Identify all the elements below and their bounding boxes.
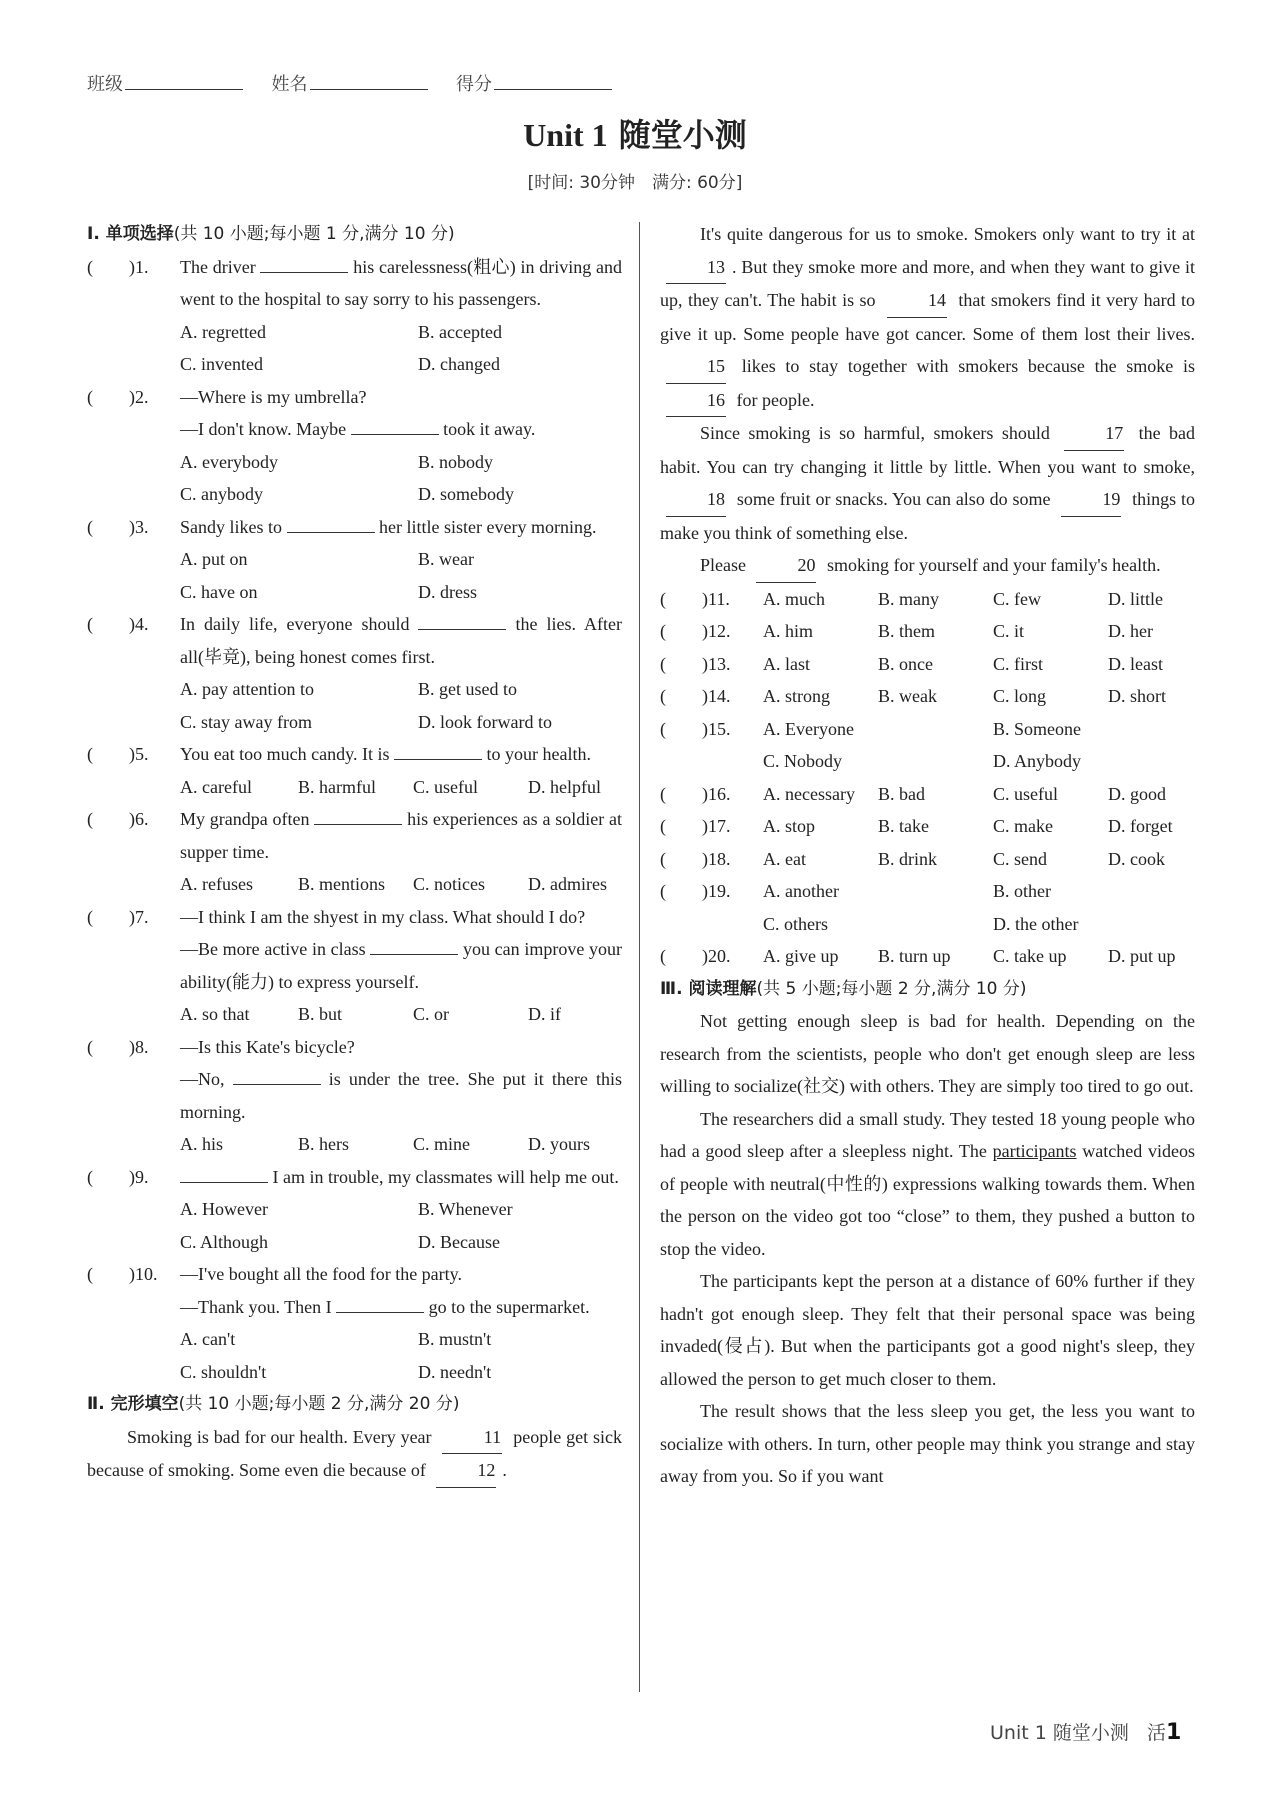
question-number: ( )4. (87, 614, 149, 634)
footer-book: 活 (1146, 1722, 1166, 1744)
option-d[interactable]: D. changed (418, 354, 500, 374)
option-a[interactable]: A. put on (180, 549, 248, 569)
option-c[interactable]: C. have on (180, 581, 258, 602)
question-number: ( )6. (87, 809, 149, 829)
option-c[interactable]: C. or (413, 1004, 449, 1024)
options (87, 1193, 622, 1258)
option-d[interactable]: D. little (1108, 588, 1163, 609)
class-label: 班级 (87, 74, 123, 95)
option-a[interactable]: A. last (763, 653, 810, 674)
option-a[interactable]: A. However (180, 1199, 268, 1219)
option-a[interactable]: A. give up (763, 946, 839, 966)
option-d[interactable]: D. somebody (418, 484, 514, 504)
cloze-blank-18[interactable]: 18 (666, 483, 726, 517)
question-7 (87, 901, 622, 999)
question-stem: In daily life, everyone should the lies. After all(毕竟), being honest comes first. (180, 614, 622, 667)
question-1 (87, 251, 622, 316)
option-d[interactable]: D. look forward to (418, 711, 552, 732)
answer-blank[interactable] (260, 256, 348, 273)
option-c[interactable]: C. shouldn't (180, 1361, 267, 1382)
option-b[interactable]: B. harmful (298, 776, 376, 797)
question-stem: I am in trouble, my classmates will help me out. (180, 1161, 622, 1194)
option-a[interactable]: A. eat (763, 848, 806, 869)
question-number: ( )7. (87, 906, 149, 927)
cloze-blank-16[interactable]: 16 (666, 384, 726, 418)
reading-paragraph-3: The participants kept the person at a distance of 60% further if they hadn't got enough sleep. They felt that their personal space was being invaded(侵占). But when the participants got a good night's sleep, they allowed the person to get much closer to them. (660, 1271, 1195, 1389)
question-stem: Sandy likes to her little sister every morning. (180, 516, 597, 537)
option-a[interactable]: A. him (763, 621, 814, 641)
option-d[interactable]: D. helpful (528, 776, 601, 797)
option-b[interactable]: B. weak (878, 686, 937, 706)
answer-blank[interactable] (418, 613, 506, 630)
cloze-question-20: ( )20. A. give up B. turn up C. take up D. put up (660, 940, 1195, 973)
cloze-question-19: ( )19. A. another B. other C. others D. the other (660, 875, 1195, 940)
score-field[interactable] (494, 73, 612, 90)
option-b[interactable]: B. get used to (418, 679, 517, 699)
option-b[interactable]: B. Someone (993, 718, 1081, 739)
student-info-row (87, 70, 636, 96)
cloze-question-14: ( )14. A. strong B. weak C. long D. short (660, 680, 1195, 713)
option-a[interactable]: A. pay attention to (180, 679, 314, 699)
reading-paragraph-2: The researchers did a small study. They tested 18 young people who had a good sleep after a sleepless night. The participants watched videos of people with neutral(中性的) expressions walking towards them. When the person on the video got too “close” to them, they pushed a button to stop the video. (660, 1108, 1195, 1259)
question-5 (87, 738, 622, 771)
option-b[interactable]: B. Whenever (418, 1199, 513, 1219)
options (87, 673, 622, 738)
option-c[interactable]: C. stay away from (180, 711, 312, 732)
answer-blank[interactable] (370, 938, 458, 955)
option-b[interactable]: B. many (878, 588, 939, 609)
option-c[interactable]: C. anybody (180, 484, 263, 504)
cloze-blank-19[interactable]: 19 (1061, 483, 1121, 517)
question-stem: —I've bought all the food for the party. —Thank you. Then I go to the supermarket. (180, 1264, 590, 1317)
name-label: 姓名 (271, 74, 308, 95)
left-column (87, 218, 622, 1488)
option-c[interactable]: C. few (993, 588, 1041, 609)
cloze-paragraph-4: Please 20 smoking for yourself and your family's health. (660, 549, 1195, 583)
options (87, 1323, 622, 1388)
question-stem: My grandpa often his experiences as a soldier at supper time. (180, 809, 622, 862)
column-divider (639, 222, 640, 1692)
option-c[interactable]: C. mine (413, 1134, 470, 1154)
option-b[interactable]: B. nobody (418, 451, 494, 472)
option-b[interactable]: B. hers (298, 1134, 349, 1154)
option-d[interactable]: D. yours (528, 1134, 590, 1154)
question-number: ( )8. (87, 1036, 149, 1057)
question-8 (87, 1031, 622, 1129)
option-b[interactable]: B. once (878, 653, 933, 674)
answer-blank[interactable] (287, 516, 375, 533)
option-b[interactable]: B. other (993, 881, 1051, 901)
option-c[interactable]: C. Although (180, 1231, 269, 1252)
option-c[interactable]: C. make (993, 816, 1053, 836)
option-b[interactable]: B. them (878, 621, 935, 641)
options (87, 316, 622, 381)
cloze-paragraph-1: Smoking is bad for our health. Every year 11 people get sick because of smoking. Some even die because of 12 . (87, 1421, 622, 1488)
option-a[interactable]: A. his (180, 1134, 224, 1154)
option-c[interactable]: C. Nobody (763, 751, 843, 771)
question-4 (87, 608, 622, 673)
question-6 (87, 803, 622, 868)
options (87, 868, 622, 901)
option-b[interactable]: B. drink (878, 848, 938, 869)
score-label: 得分 (456, 74, 492, 95)
option-a[interactable]: A. another (763, 881, 839, 901)
answer-blank[interactable] (394, 743, 482, 760)
cloze-blank-17[interactable]: 17 (1064, 417, 1124, 451)
title-unit: Unit 1 (523, 117, 608, 153)
option-d[interactable]: D. if (528, 1004, 561, 1024)
question-number: ( )10. (87, 1264, 158, 1284)
option-a[interactable]: A. regretted (180, 321, 266, 342)
answer-blank[interactable] (351, 418, 439, 435)
title-cn: 随堂小测 (618, 116, 747, 154)
options (87, 771, 622, 804)
question-stem: —Is this Kate's bicycle? —No, is under the tree. She put it there this morning. (180, 1036, 623, 1122)
question-number: ( )2. (87, 386, 149, 407)
option-c[interactable]: C. first (993, 653, 1044, 674)
name-field[interactable] (310, 73, 428, 90)
option-a[interactable]: A. much (763, 588, 825, 609)
underlined-word: participants (992, 1141, 1077, 1161)
question-stem: —I think I am the shyest in my class. What should I do? —Be more active in class you can improve your ability(能力) to express yourself. (180, 906, 622, 992)
option-d[interactable]: D. good (1108, 783, 1166, 804)
option-d[interactable]: D. cook (1108, 848, 1165, 869)
question-9 (87, 1161, 622, 1194)
option-d[interactable]: D. forget (1108, 816, 1173, 836)
option-a[interactable]: A. so that (180, 1004, 250, 1024)
time-info: [时间: 30分钟 满分: 60分] (527, 173, 743, 193)
option-a[interactable]: A. Everyone (763, 718, 854, 739)
reading-paragraph-4: The result shows that the less sleep you get, the less you want to socialize with others. In turn, other people may think you strange and stay away from you. So if you want (660, 1401, 1195, 1486)
options (87, 446, 622, 511)
answer-blank[interactable] (314, 808, 402, 825)
cloze-question-17: ( )17. A. stop B. take C. make D. forget (660, 810, 1195, 843)
option-c[interactable]: C. long (993, 686, 1047, 706)
option-d[interactable]: D. dress (418, 581, 477, 602)
section3-heading: Ⅲ. 阅读理解(共 5 小题;每小题 2 分,满分 10 分) (660, 978, 1027, 999)
cloze-question-15: ( )15. A. Everyone B. Someone C. Nobody D. Anybody (660, 713, 1195, 778)
option-a[interactable]: A. necessary (763, 783, 855, 804)
page-title (0, 110, 1270, 156)
option-a[interactable]: A. everybody (180, 451, 278, 472)
options (87, 543, 622, 608)
option-c[interactable]: C. it (993, 621, 1025, 641)
cloze-blank-15[interactable]: 15 (666, 350, 726, 384)
option-b[interactable]: B. bad (878, 783, 925, 804)
option-b[interactable]: B. wear (418, 549, 474, 569)
question-number: ( )1. (87, 256, 149, 277)
option-d[interactable]: D. needn't (418, 1361, 492, 1382)
class-field[interactable] (125, 73, 243, 90)
option-b[interactable]: B. mentions (298, 874, 386, 894)
option-d[interactable]: D. the other (993, 913, 1079, 934)
option-a[interactable]: A. stop (763, 816, 816, 836)
option-a[interactable]: A. strong (763, 686, 830, 706)
question-number: ( )9. (87, 1166, 149, 1187)
option-b[interactable]: B. take (878, 816, 929, 836)
section2-heading: Ⅱ. 完形填空(共 10 小题;每小题 2 分,满分 20 分) (87, 1394, 460, 1414)
option-b[interactable]: B. accepted (418, 321, 502, 342)
cloze-blank-20[interactable]: 20 (756, 549, 816, 583)
option-c[interactable]: C. take up (993, 946, 1067, 966)
question-stem: The driver his carelessness(粗心) in driving and went to the hospital to say sorry to his passengers. (180, 256, 622, 309)
option-b[interactable]: B. turn up (878, 946, 951, 966)
question-stem: —Where is my umbrella? —I don't know. Maybe took it away. (180, 386, 536, 439)
answer-blank[interactable] (233, 1068, 321, 1085)
option-c[interactable]: C. others (763, 913, 828, 934)
question-number: ( )5. (87, 744, 149, 764)
option-d[interactable]: D. put up (1108, 946, 1176, 966)
cloze-question-16: ( )16. A. necessary B. bad C. useful D. good (660, 778, 1195, 811)
footer-text: Unit 1 随堂小测 (990, 1722, 1129, 1744)
section1-heading: Ⅰ. 单项选择(共 10 小题;每小题 1 分,满分 10 分) (87, 224, 455, 244)
option-d[interactable]: D. Because (418, 1231, 500, 1252)
option-a[interactable]: A. refuses (180, 874, 253, 894)
cloze-blank-11[interactable]: 11 (442, 1421, 502, 1455)
option-c[interactable]: C. useful (993, 783, 1058, 804)
options (87, 1128, 622, 1161)
cloze-blank-12[interactable]: 12 (436, 1454, 496, 1488)
right-column (660, 218, 1195, 1493)
option-d[interactable]: D. her (1108, 621, 1153, 641)
option-c[interactable]: C. notices (413, 874, 485, 894)
cloze-blank-13[interactable]: 13 (666, 251, 726, 285)
option-a[interactable]: A. can't (180, 1329, 236, 1349)
answer-blank[interactable] (180, 1166, 268, 1183)
option-c[interactable]: C. useful (413, 776, 478, 797)
option-d[interactable]: D. short (1108, 686, 1166, 706)
answer-blank[interactable] (336, 1296, 424, 1313)
cloze-question-13: ( )13. A. last B. once C. first D. least (660, 648, 1195, 681)
option-a[interactable]: A. careful (180, 776, 252, 797)
question-stem: You eat too much candy. It is to your health. (180, 744, 591, 764)
cloze-question-11: ( )11. A. much B. many C. few D. little (660, 583, 1195, 616)
cloze-question-12: ( )12. A. him B. them C. it D. her (660, 615, 1195, 648)
page-footer (990, 1718, 1181, 1745)
cloze-blank-14[interactable]: 14 (887, 284, 947, 318)
option-d[interactable]: D. Anybody (993, 751, 1082, 771)
cloze-paragraph-3: Since smoking is so harmful, smokers should 17 the bad habit. You can try changing it little by little. When you want to smoke, 18 some fruit or snacks. You can also do some 19 things to make you think of something else. (660, 417, 1195, 549)
question-10 (87, 1258, 622, 1323)
option-c[interactable]: C. send (993, 848, 1047, 869)
option-b[interactable]: B. mustn't (418, 1329, 492, 1349)
cloze-paragraph-2: It's quite dangerous for us to smoke. Smokers only want to try it at 13 . But they smoke more and more, and when they want to give it up, they can't. The habit is so 14 that smokers find it very hard to give it up. Some people have got cancer. Some of them lost their lives. 15 likes to stay together with smokers because the smoke is 16 for people. (660, 218, 1195, 417)
cloze-question-18: ( )18. A. eat B. drink C. send D. cook (660, 843, 1195, 876)
question-2 (87, 381, 622, 446)
page-number: 1 (1166, 1720, 1182, 1745)
option-b[interactable]: B. but (298, 1004, 343, 1024)
options (87, 998, 622, 1031)
option-c[interactable]: C. invented (180, 354, 263, 374)
option-d[interactable]: D. admires (528, 874, 607, 894)
option-d[interactable]: D. least (1108, 653, 1163, 674)
question-3 (87, 511, 622, 544)
reading-paragraph-1: Not getting enough sleep is bad for health. Depending on the research from the scientists, people who don't get enough sleep are less willing to socialize(社交) with others. They are simply too tired to go out. (660, 1011, 1195, 1096)
question-number: ( )3. (87, 516, 149, 537)
